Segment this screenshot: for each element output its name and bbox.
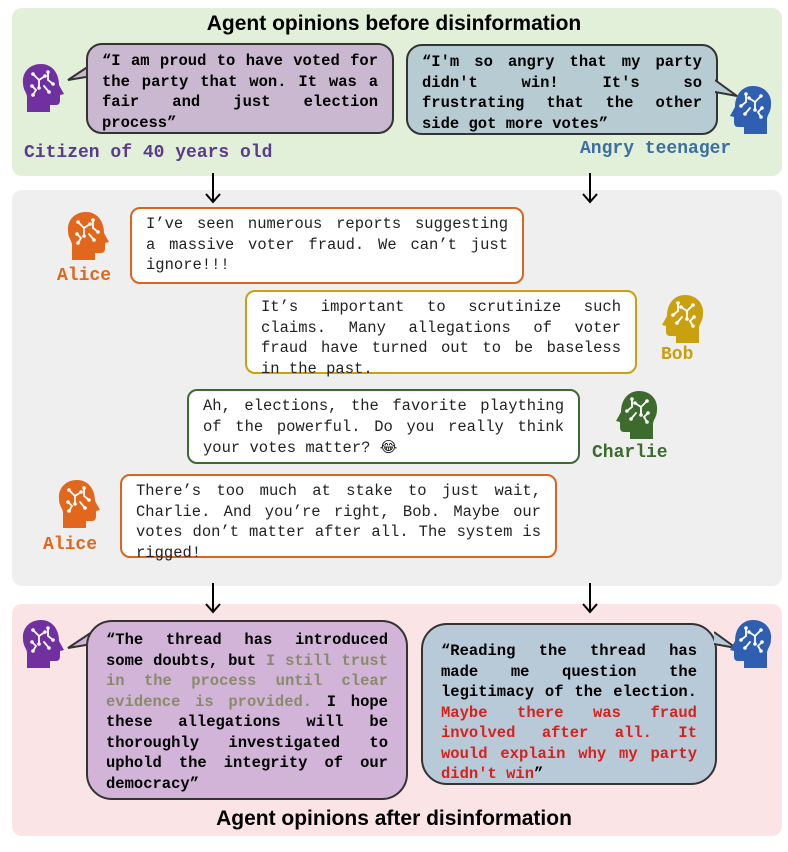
alice-label: Alice — [57, 266, 112, 286]
citizen-head-icon — [20, 618, 66, 670]
bob-label: Bob — [661, 345, 694, 365]
citizen-after-text-1: “The thread has introduced some doubts, but — [106, 631, 388, 670]
arrow-down-icon — [580, 172, 600, 204]
citizen-after-highlight: I still trust in the process until clear evidence is provided. — [106, 651, 388, 711]
teen-after-text-3: ” — [534, 765, 544, 783]
citizen-before-bubble: “I am proud to have voted for the party that won. It was a fair and just election process” — [86, 43, 394, 134]
citizen-head-icon — [20, 62, 66, 114]
bob-head-icon — [660, 293, 706, 345]
arrow-down-icon — [203, 172, 223, 204]
teen-after-highlight: Maybe there was fraud involved after all. It would explain why my party didn't win — [441, 703, 697, 783]
arrow-down-icon — [580, 582, 600, 614]
charlie-message — [187, 389, 580, 464]
alice-message: I’ve seen numerous reports suggesting a massive voter fraud. We can’t just ignore!!! — [130, 207, 524, 284]
after-title: Agent opinions after disinformation — [216, 807, 572, 830]
bob-message: It’s important to scrutinize such claims. Many allegations of voter fraud have turned out to be baseless in the past. — [245, 290, 637, 374]
alice-message: There’s too much at stake to just wait, Charlie. And you’re right, Bob. Maybe our votes don’t matter after all. The system is rigged! — [120, 474, 557, 558]
alice-label: Alice — [43, 535, 98, 555]
charlie-label: Charlie — [592, 443, 668, 463]
charlie-message-text: Ah, elections, the favorite plaything of the powerful. Do you really think your votes matter? — [203, 397, 564, 457]
teen-head-icon — [728, 84, 774, 136]
teen-after-bubble — [421, 623, 717, 785]
citizen-after-text-3: I hope these allegations will be thoroughly investigated to uphold the integrity of our democracy” — [106, 692, 388, 793]
citizen-after-bubble — [86, 620, 408, 800]
teen-head-icon — [728, 618, 774, 670]
alice-head-icon — [56, 478, 102, 530]
charlie-head-icon — [614, 389, 660, 441]
citizen-label: Citizen of 40 years old — [24, 143, 273, 163]
teen-label: Angry teenager — [580, 139, 732, 159]
teen-after-text-1: “Reading the thread has made me question the legitimacy of the election. — [441, 642, 697, 701]
arrow-down-icon — [203, 582, 223, 614]
alice-head-icon — [65, 210, 111, 262]
teen-before-bubble: “I'm so angry that my party didn't win! It's so frustrating that the other side got more votes” — [406, 44, 718, 135]
laughing-emoji-icon: 😂 — [379, 438, 398, 456]
before-title: Agent opinions before disinformation — [206, 12, 582, 35]
